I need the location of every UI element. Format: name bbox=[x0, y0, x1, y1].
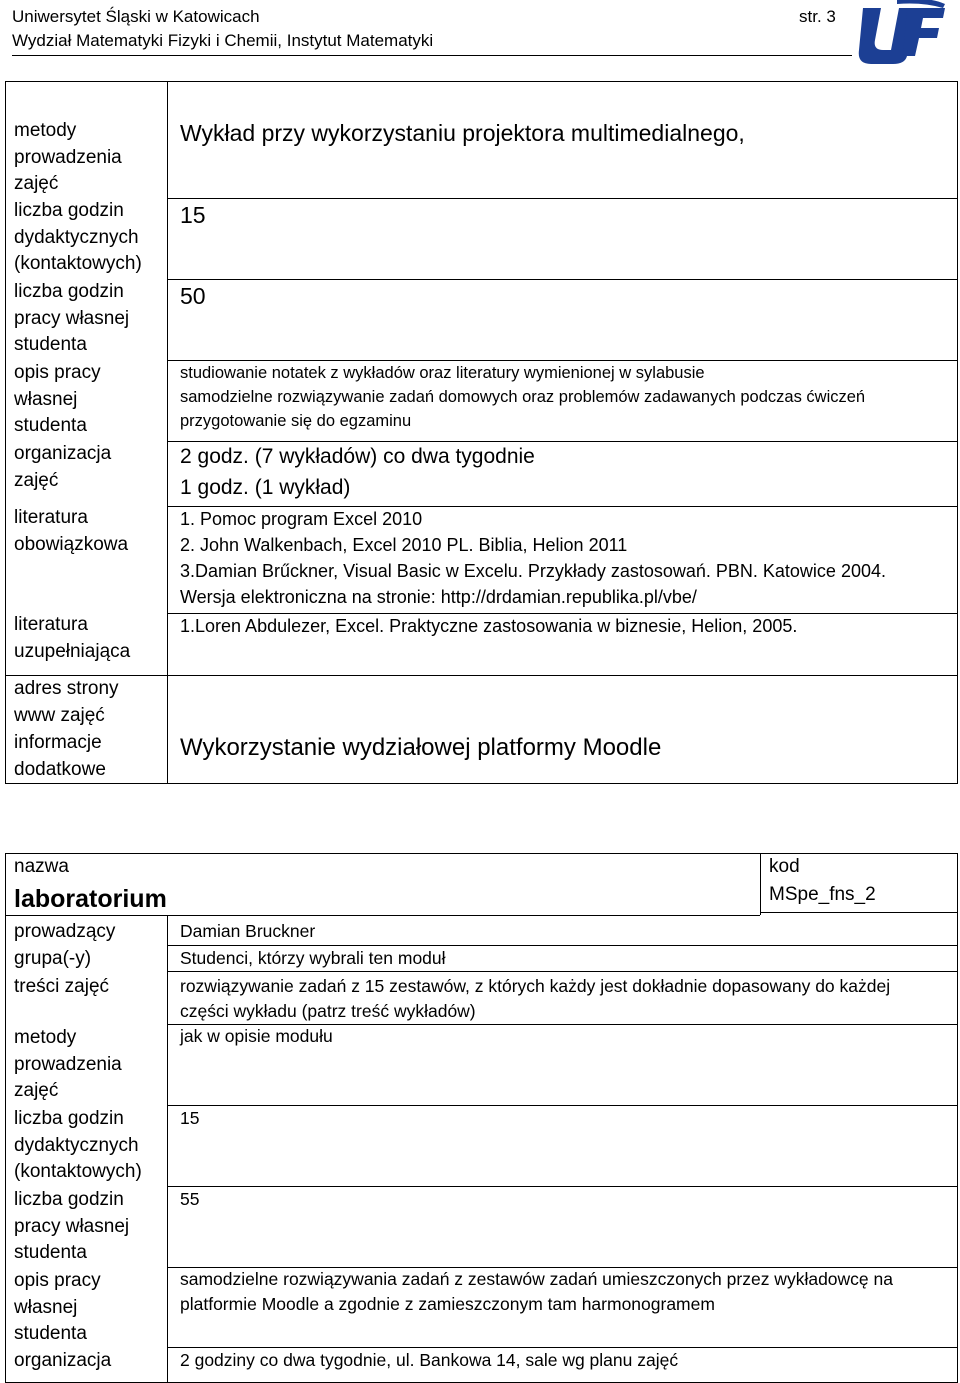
informacje-value: Wykorzystanie wydziałowej platformy Moodle bbox=[180, 734, 662, 761]
lab-label-grupa: grupa(-y) bbox=[14, 948, 92, 969]
lab-label-tresci: treści zajęć bbox=[14, 976, 110, 997]
label-literatura-obowiazkowa: literatura obowiązkowa bbox=[14, 507, 129, 555]
header-divider bbox=[12, 55, 852, 56]
lab-value-opis-1: samodzielne rozwiązywania zadań z zestawów zadań umieszczonych przez wykładowcę na bbox=[180, 1269, 893, 1289]
lab-label-metody: metody prowadzenia zajęć bbox=[14, 1027, 122, 1101]
label-organizacja: organizacja zajęć bbox=[14, 443, 112, 491]
lab-value-opis-2: platformie Moodle a zgodnie z zamieszczonym tam harmonogramem bbox=[180, 1294, 715, 1314]
lab-value-tresci-1: rozwiązywanie zadań z 15 zestawów, z których każdy jest dokładnie dopasowany do każdej bbox=[180, 976, 891, 996]
lab-value-godziny-wlasne: 55 bbox=[180, 1189, 200, 1209]
literatura-uzupelniajaca-value: 1.Loren Abdulezer, Excel. Praktyczne zastosowania w biznesie, Helion, 2005. bbox=[180, 616, 798, 636]
lab-label-godziny-wlasne: liczba godzin pracy własnej studenta bbox=[14, 1189, 130, 1263]
lab-row-divider bbox=[167, 1105, 958, 1106]
label-godziny-wlasne: liczba godzin pracy własnej studenta bbox=[14, 281, 130, 355]
lab-value-organizacja: 2 godziny co dwa tygodnie, ul. Bankowa 14, sale wg planu zajęć bbox=[180, 1350, 679, 1370]
value-metody: Wykład przy wykorzystaniu projektora multimedialnego, bbox=[180, 120, 745, 146]
row-divider bbox=[167, 675, 958, 676]
literatura-line-3: 3.Damian Brűckner, Visual Basic w Excelu. Przykłady zastosowań. PBN. Katowice 2004. bbox=[180, 561, 886, 581]
row-divider bbox=[167, 279, 958, 280]
lab-name: laboratorium bbox=[14, 885, 167, 913]
lab-row-divider bbox=[167, 971, 958, 972]
lab-label-organizacja: organizacja bbox=[14, 1350, 112, 1371]
opis-line-3: przygotowanie się do egzaminu bbox=[180, 412, 412, 430]
lab-label-prowadzacy: prowadzący bbox=[14, 921, 116, 942]
opis-line-1: studiowanie notatek z wykładów oraz literatury wymienionej w sylabusie bbox=[180, 364, 705, 382]
page-number: str. 3 bbox=[799, 7, 836, 26]
lab-value-tresci-2: części wykładu (patrz treść wykładów) bbox=[180, 1001, 476, 1021]
opis-line-2: samodzielne rozwiązywanie zadań domowych oraz problemów zadawanych podczas ćwiczeń bbox=[180, 388, 866, 406]
label-informacje: informacje dodatkowe bbox=[14, 732, 106, 780]
value-godziny-wlasne: 50 bbox=[180, 283, 206, 309]
lab-label-godziny-kontaktowe: liczba godzin dydaktycznych (kontaktowych) bbox=[14, 1108, 142, 1182]
label-metody: metody prowadzenia zajęć bbox=[14, 120, 122, 194]
page-header bbox=[12, 5, 433, 53]
lab-value-metody: jak w opisie modułu bbox=[180, 1026, 333, 1046]
lab-label-opis-pracy: opis pracy własnej studenta bbox=[14, 1270, 101, 1344]
value-godziny-kontaktowe: 15 bbox=[180, 202, 206, 228]
lab-table-divider bbox=[167, 915, 168, 1383]
lab-value-godziny-kontaktowe: 15 bbox=[180, 1108, 200, 1128]
faculty-name: Wydział Matematyki Fizyki i Chemii, Instytut Matematyki bbox=[12, 31, 434, 50]
lab-code-divider bbox=[760, 853, 761, 915]
lab-code-bottom bbox=[760, 912, 958, 913]
lab-code-label: kod bbox=[769, 856, 800, 877]
label-literatura-uzupelniajaca: literatura uzupełniająca bbox=[14, 614, 131, 662]
lab-code: MSpe_fns_2 bbox=[769, 884, 876, 905]
label-godziny-kontaktowe: liczba godzin dydaktycznych (kontaktowych) bbox=[14, 200, 142, 274]
row-divider bbox=[167, 441, 958, 442]
table-divider bbox=[167, 81, 168, 784]
row-divider bbox=[167, 198, 958, 199]
lab-value-prowadzacy: Damian Bruckner bbox=[180, 921, 316, 941]
literatura-line-4: Wersja elektroniczna na stronie: http://drdamian.republika.pl/vbe/ bbox=[180, 587, 697, 607]
organizacja-line-1: 2 godz. (7 wykładów) co dwa tygodnie bbox=[180, 445, 535, 468]
lab-row-divider bbox=[167, 1186, 958, 1187]
lab-name-label: nazwa bbox=[14, 856, 69, 877]
course-table bbox=[5, 81, 958, 784]
literatura-line-1: 1. Pomoc program Excel 2010 bbox=[180, 509, 423, 529]
label-opis-pracy: opis pracy własnej studenta bbox=[14, 362, 101, 436]
organizacja-line-2: 1 godz. (1 wykład) bbox=[180, 476, 351, 499]
lab-title-divider bbox=[5, 915, 760, 916]
university-name: Uniwersytet Śląski w Katowicach bbox=[12, 7, 260, 26]
university-logo bbox=[857, 0, 947, 66]
literatura-line-2: 2. John Walkenbach, Excel 2010 PL. Biblia, Helion 2011 bbox=[180, 535, 628, 555]
label-adres-strony: adres strony www zajęć bbox=[14, 678, 119, 726]
lab-value-grupa: Studenci, którzy wybrali ten moduł bbox=[180, 948, 446, 968]
